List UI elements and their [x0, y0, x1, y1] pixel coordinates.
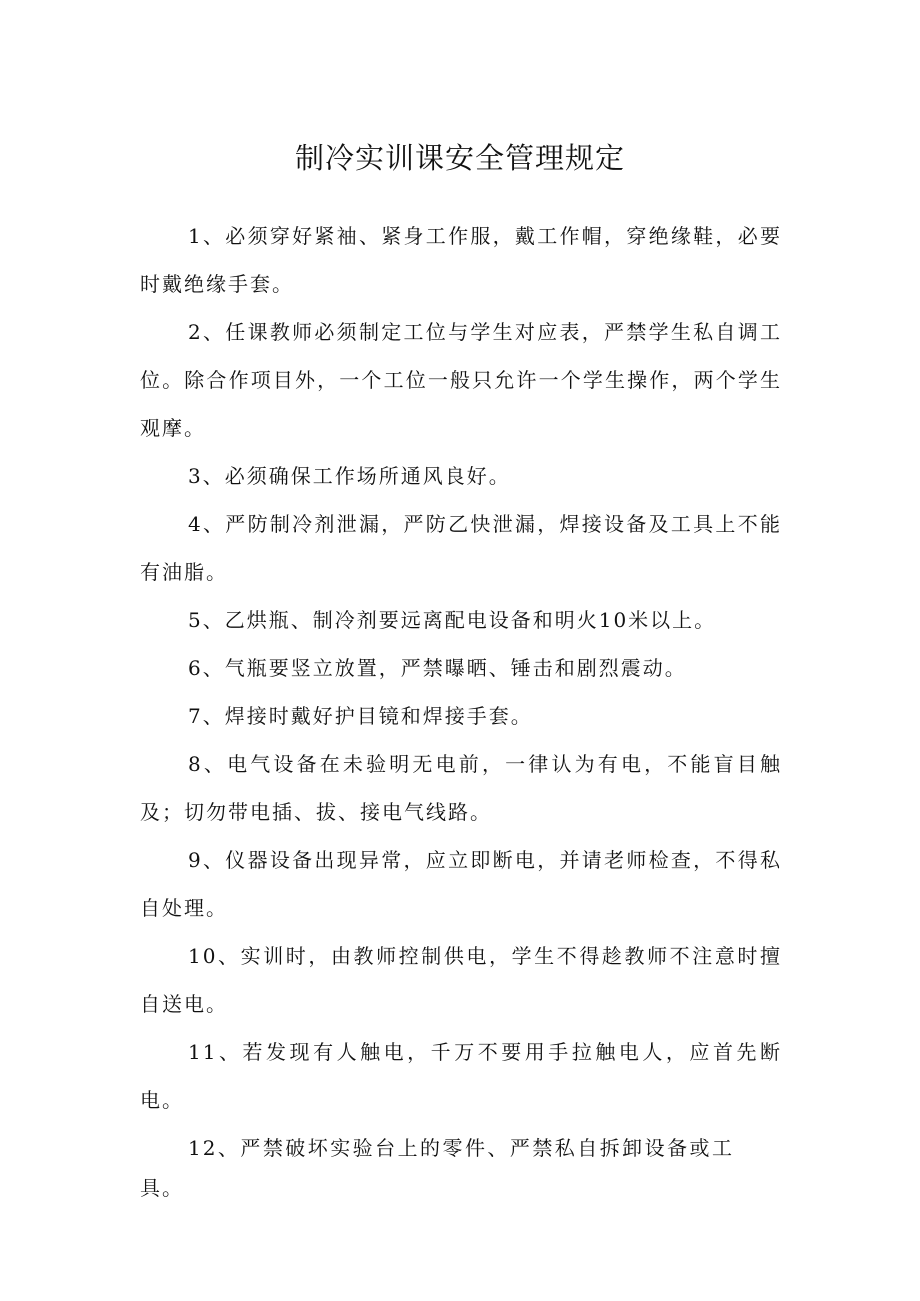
- rule-item-9: 9、仪器设备出现异常，应立即断电，并请老师检查，不得私自处理。: [140, 848, 782, 920]
- rule-item-12: 12、严禁破坏实验台上的零件、严禁私自拆卸设备或工具。: [140, 1136, 734, 1200]
- rule-item-3: 3、必须确保工作场所通风良好。: [188, 464, 511, 488]
- rules-list: [140, 212, 782, 1208]
- rule-item-10: 10、实训时，由教师控制供电，学生不得趁教师不注意时擅自送电。: [140, 944, 782, 1016]
- rule-item-4: 4、严防制冷剂泄漏，严防乙快泄漏，焊接设备及工具上不能有油脂。: [140, 512, 782, 584]
- rule-item-2: 2、任课教师必须制定工位与学生对应表，严禁学生私自调工位。除合作项目外，一个工位一般只允许一个学生操作，两个学生观摩。: [140, 320, 782, 440]
- rule-item-8: 8、电气设备在未验明无电前，一律认为有电，不能盲目触及；切勿带电插、拔、接电气线路。: [140, 752, 782, 824]
- rule-item-11: 11、若发现有人触电，千万不要用手拉触电人，应首先断电。: [140, 1040, 782, 1112]
- rule-item-6: 6、气瓶要竖立放置，严禁曝晒、锤击和剧烈震动。: [188, 656, 687, 680]
- rule-item-5: 5、乙烘瓶、制冷剂要远离配电设备和明火10米以上。: [188, 608, 717, 632]
- rule-item-7: 7、焊接时戴好护目镜和焊接手套。: [188, 704, 533, 728]
- rule-item-1: 1、必须穿好紧袖、紧身工作服，戴工作帽，穿绝缘鞋，必要时戴绝缘手套。: [140, 224, 782, 296]
- page-title: 制冷实训课安全管理规定: [294, 141, 625, 175]
